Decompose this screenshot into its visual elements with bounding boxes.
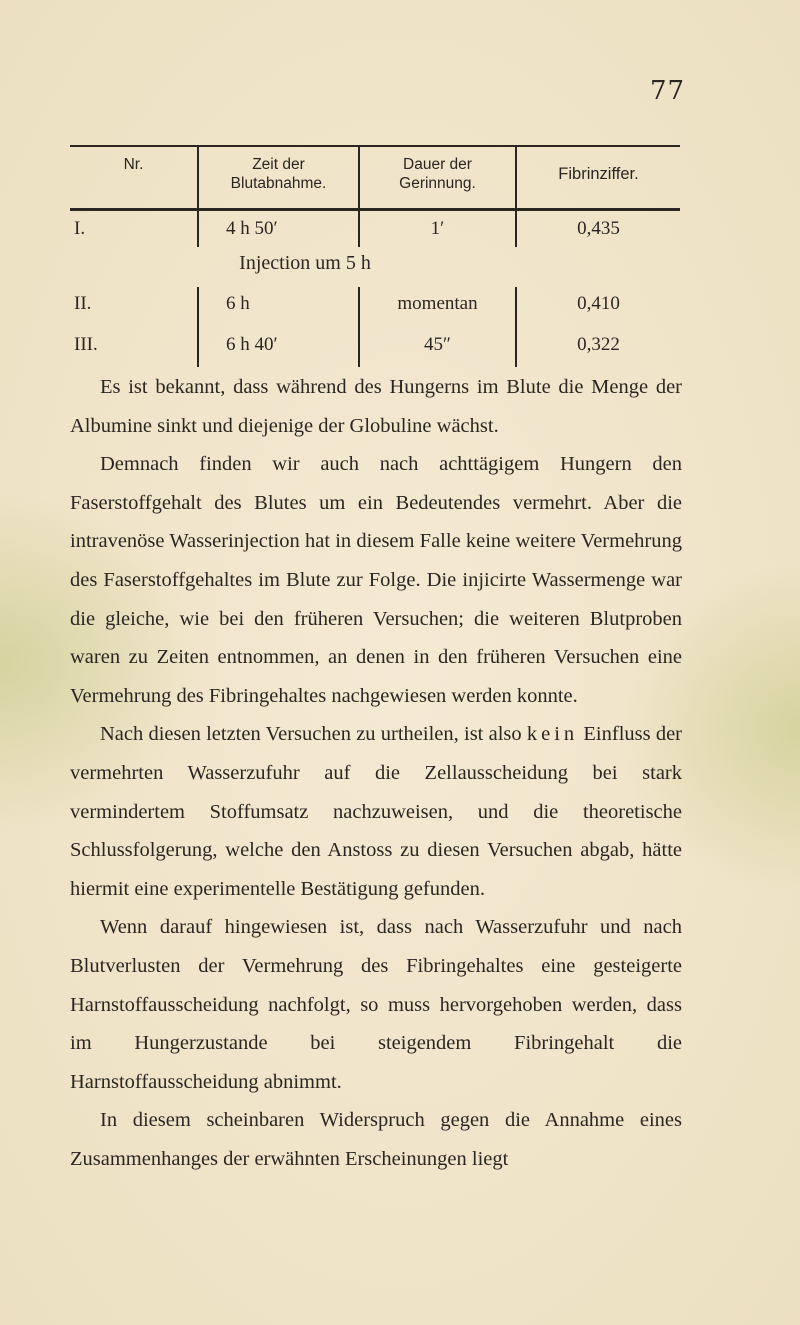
header-zeit-line1: Zeit der [252,156,305,173]
header-fibrin: Fibrinziffer. [558,165,639,183]
row1-nr: I. [74,218,86,239]
page-number: 77 [650,76,686,106]
row1-fibrin: 0,435 [577,218,620,239]
header-dauer-line2: Gerinnung. [399,175,476,192]
body-text [70,368,682,1178]
header-zeit [199,155,358,193]
row2-nr: II. [74,293,92,314]
row-separator [197,211,199,247]
row-separator [197,287,199,367]
row1-zeit: 4 h 50′ [226,218,278,239]
row3-nr: III. [74,334,98,355]
table-header-rule [70,208,680,211]
emphasis-kein: kein [526,723,579,746]
paragraph-3-start: Nach diesen letzten Versuchen zu urtheilen, ist also [100,723,522,746]
row2-zeit: 6 h [226,293,250,314]
row3-zeit: 6 h 40′ [226,334,278,355]
paragraph-3-rest: Einfluss der vermehrten Wasserzufuhr auf die Zellausscheidung bei stark vermindertem Stoffumsatz nachzuweisen, und die theoretische Schlussfolgerung, welche den Anstoss zu diesen Versuchen abgab, hätte hiermit eine experimentelle Bestätigung gefunden. [70,723,683,900]
table-top-rule [70,145,680,147]
paragraph-1: Es ist bekannt, dass während des Hungerns im Blute die Menge der Albumine sinkt und diejenige der Globuline wächst. [70,376,682,437]
row2-fibrin: 0,410 [577,293,620,314]
paragraph-3 [70,715,682,908]
row3-fibrin: 0,322 [577,334,620,355]
header-dauer [360,155,515,193]
header-zeit-line2: Blutabnahme. [230,175,327,192]
header-nr: Nr. [123,156,144,173]
row3-dauer: 45″ [424,334,451,355]
row1-dauer: 1′ [430,218,445,239]
paragraph-4: Wenn darauf hingewiesen ist, dass nach Wasserzufuhr und nach Blutverlusten der Vermehrung des Fibringehaltes eine gesteigerte Harnstoffausscheidung nachfolgt, so muss hervorgehoben werden, dass im Hungerzustande bei steigendem Fibringehalt die Harnstoffausscheidung abnimmt. [70,916,682,1093]
injection-note: Injection um 5 h [239,252,371,274]
row2-dauer: momentan [397,293,478,314]
paragraph-2: Demnach finden wir auch nach achttägigem Hungern den Faserstoffgehalt des Blutes um ein Bedeutendes vermehrt. Aber die intravenöse Wasserinjection hat in diesem Falle keine weitere Vermehrung des Faserstoffgehaltes im Blute zur Folge. Die injicirte Wassermenge war die gleiche, wie bei den früheren Versuchen; die weiteren Blutproben waren zu Zeiten entnommen, an denen in den früheren Versuchen eine Vermehrung des Fibringehaltes nachgewiesen werden konnte. [70,453,682,707]
paragraph-5: In diesem scheinbaren Widerspruch gegen die Annahme eines Zusammenhanges der erwähnten Erscheinungen liegt [70,1109,682,1170]
header-dauer-line1: Dauer der [403,156,472,173]
